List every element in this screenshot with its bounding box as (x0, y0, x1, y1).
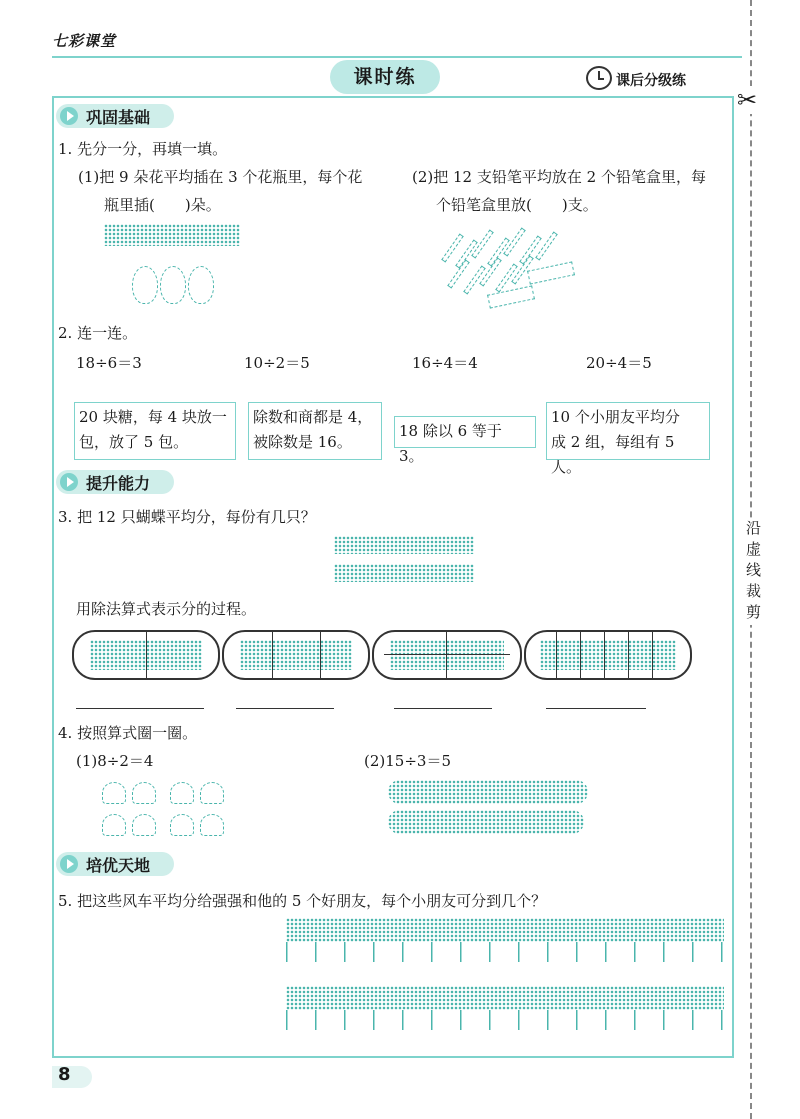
ball-icon (388, 780, 588, 804)
vase-icon (188, 266, 214, 304)
question-1-part1-line1: (1)把 9 朵花平均插在 3 个花瓶里，每个花 (78, 168, 363, 186)
question-1-title: 1. 先分一分，再填一填。 (58, 140, 228, 158)
question-1-part1-line2: 瓶里插( )朵。 (104, 196, 221, 214)
clock-icon (586, 66, 612, 90)
bell-icon (170, 782, 194, 804)
divider (384, 654, 510, 655)
butterfly-group (72, 630, 220, 680)
question-4-part1: (1)8÷2＝4 (76, 752, 154, 770)
question-1-part2-line1: (2)把 12 支铅笔平均放在 2 个铅笔盒里，每 (412, 168, 706, 186)
equation: 20÷4＝5 (586, 354, 652, 372)
match-box-line: 成 2 组，每组有 5 人。 (551, 433, 675, 476)
divider (146, 632, 147, 678)
divider (628, 632, 629, 678)
match-box (546, 402, 710, 476)
equation: 18÷6＝3 (76, 354, 142, 372)
flower-icon (104, 224, 240, 246)
section-title: 巩固基础 (86, 108, 151, 127)
butterfly-icon (540, 640, 676, 670)
level-label-text: 课后分级练 (616, 73, 686, 89)
question-3-title: 3. 把 12 只蝴蝶平均分，每份有几只？ (58, 508, 316, 526)
divider (556, 632, 557, 678)
match-box (74, 402, 236, 460)
question-3-subtitle: 用除法算式表示分的过程。 (76, 600, 257, 618)
bell-icon (200, 782, 224, 804)
match-box-line: 除数和商都是 4， (253, 408, 373, 426)
section-header-basic (56, 104, 174, 128)
section-header-improve (56, 470, 174, 494)
question-5-title: 5. 把这些风车平均分给强强和他的 5 个好朋友，每个小朋友可分到几个？ (58, 892, 547, 910)
bell-icon (170, 814, 194, 836)
section-title: 提升能力 (86, 474, 151, 493)
match-box (248, 402, 382, 460)
header-rule (52, 56, 742, 58)
vase-icon (132, 266, 158, 304)
answer-line[interactable] (236, 708, 334, 709)
answer-line[interactable] (546, 708, 646, 709)
butterfly-icon (390, 640, 504, 670)
match-box-line: 10 个小朋友平均分 (551, 408, 680, 426)
bell-icon (132, 782, 156, 804)
section-header-advanced (56, 852, 174, 876)
play-icon (60, 855, 78, 873)
match-box (394, 416, 536, 465)
ball-icon (388, 810, 584, 834)
answer-line[interactable] (394, 708, 492, 709)
match-box-line: 20 块糖，每 4 块放一 (79, 408, 227, 426)
equation: 16÷4＝4 (412, 354, 478, 372)
divider (604, 632, 605, 678)
question-2-title: 2. 连一连。 (58, 324, 138, 342)
bell-icon (102, 782, 126, 804)
section-title: 培优天地 (86, 856, 151, 875)
divider (446, 632, 447, 678)
question-1-part2-line2: 个铅笔盒里放( )支。 (436, 196, 598, 214)
page-title: 课时练 (330, 60, 440, 94)
butterfly-group (524, 630, 692, 680)
pinwheel-row (286, 986, 724, 1030)
brand-logo: 七彩课堂 (52, 32, 117, 50)
pinwheel-sticks (286, 942, 724, 962)
vase-icon (160, 266, 186, 304)
cut-label: 沿虚线裁剪 (738, 520, 764, 625)
pinwheel-icon (286, 918, 724, 942)
bell-icon (132, 814, 156, 836)
match-box-line: 被除数是 16。 (253, 433, 352, 451)
butterfly-icon (240, 640, 352, 670)
equation: 10÷2＝5 (244, 354, 310, 372)
divider (652, 632, 653, 678)
butterfly-icon (334, 536, 474, 554)
answer-line[interactable] (76, 708, 204, 709)
butterfly-icon (334, 564, 474, 582)
bell-icon (200, 814, 224, 836)
divider (272, 632, 273, 678)
match-box-line: 18 除以 6 等于 3。 (399, 422, 502, 465)
pinwheel-icon (286, 986, 724, 1010)
play-icon (60, 107, 78, 125)
question-4-title: 4. 按照算式圈一圈。 (58, 724, 198, 742)
pinwheel-sticks (286, 1010, 724, 1030)
butterfly-group (372, 630, 522, 680)
level-label (616, 70, 686, 90)
divider (580, 632, 581, 678)
page-number: 8 (58, 1064, 71, 1085)
match-box-line: 包，放了 5 包。 (79, 433, 189, 451)
butterfly-group (222, 630, 370, 680)
divider (320, 632, 321, 678)
scissors-icon: ✂ (737, 86, 758, 114)
question-4-part2: (2)15÷3＝5 (364, 752, 451, 770)
play-icon (60, 473, 78, 491)
bell-icon (102, 814, 126, 836)
pinwheel-row (286, 918, 724, 962)
